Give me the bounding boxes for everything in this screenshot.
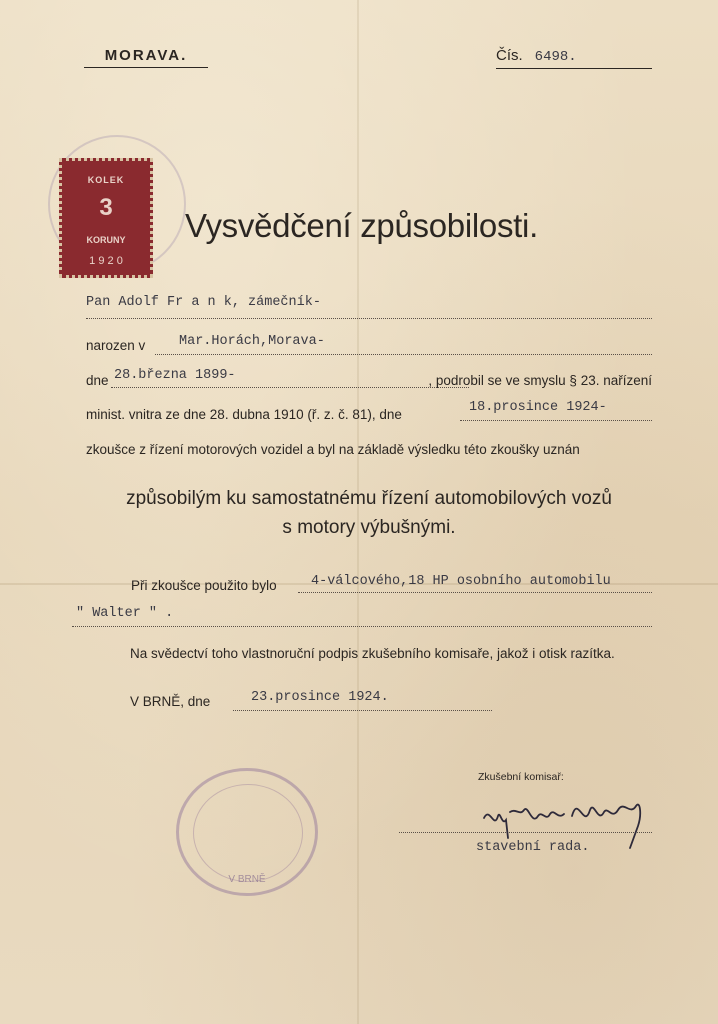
holder-row: [86, 292, 652, 319]
stamp-year: 1 9 2 0: [89, 255, 123, 267]
exam-date-row: [86, 398, 652, 426]
date-label: dne: [86, 373, 109, 388]
birthplace-row: [86, 332, 652, 354]
region-heading: MORAVA.: [84, 47, 208, 68]
number-value: 6498.: [534, 49, 577, 65]
vehicle-row: [86, 570, 652, 594]
declaration-line-1: způsobilým ku samostatnému řízení automobilových vozů: [126, 488, 612, 509]
vehicle-label: Při zkoušce použito bylo: [131, 578, 277, 593]
attestation-text: Na svědectví toho vlastnoruční podpis zkušebního komisaře, jakož i otisk razítka.: [130, 646, 615, 661]
document-title: Vysvědčení způsobilosti.: [185, 207, 538, 244]
vehicle-model-row: [72, 604, 652, 627]
seal-inner-ring: [193, 784, 303, 882]
legal-text-1: , podrobil se ve smyslu § 23. nařízení: [428, 373, 652, 388]
birthplace-value: Mar.Horách,Morava-: [179, 334, 325, 349]
declaration-line-2: s motory výbušnými.: [282, 517, 456, 538]
place-date-row: [130, 688, 492, 710]
number-label: Čís.: [496, 47, 523, 64]
stamp-word: KOLEK: [87, 175, 125, 185]
legal-text-3: zkoušce z řízení motorových vozidel a byl na základě výsledku této zkoušky uznán: [86, 442, 580, 457]
birthdate-value: 28.března 1899-: [114, 368, 236, 383]
fold-crease-vertical: [357, 0, 359, 1024]
official-seal: [176, 768, 318, 896]
birthdate-row: [86, 367, 652, 389]
vehicle-field: [298, 570, 652, 593]
place-date-label: V BRNĚ, dne: [130, 694, 211, 709]
seal-text: V BRNĚ: [228, 874, 266, 885]
examiner-label: Zkušební komisař:: [478, 771, 564, 783]
exam-date-value: 18.prosince 1924-: [469, 400, 607, 415]
place-date-field: [233, 688, 492, 711]
stamp-unit: KORUNY: [86, 235, 126, 245]
birthplace-field: [155, 332, 652, 355]
exam-date-field: [460, 398, 652, 421]
vehicle-value: 4-válcového,18 HP osobního automobilu: [311, 574, 611, 589]
stamp-value: 3: [99, 194, 113, 221]
born-label: narozen v: [86, 338, 146, 353]
holder-name: Pan Adolf Fr a n k, zámečník-: [86, 295, 321, 310]
examiner-title: stavební rada.: [476, 840, 590, 855]
birthdate-field: [111, 367, 469, 388]
legal-text-2: minist. vnitra ze dne 28. dubna 1910 (ř. z. č. 81), dne: [86, 407, 402, 422]
place-date-value: 23.prosince 1924.: [251, 690, 389, 705]
revenue-stamp: [59, 158, 153, 278]
vehicle-model: " Walter " .: [76, 606, 174, 621]
document-number: [496, 47, 652, 69]
